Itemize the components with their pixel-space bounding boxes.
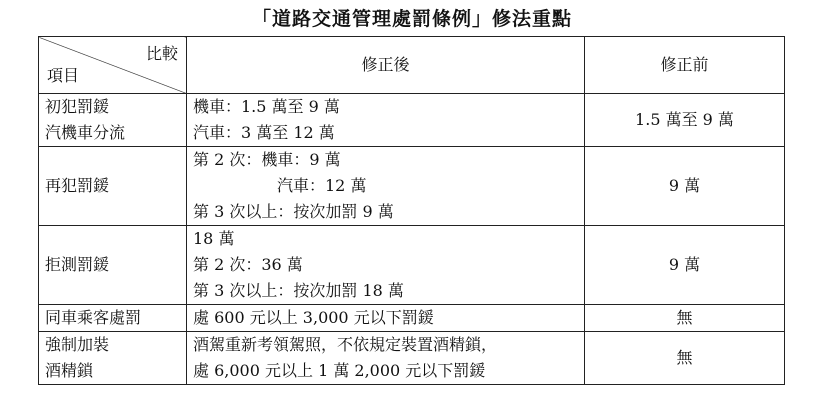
before-cell: 無 <box>585 332 785 385</box>
before-cell: 無 <box>585 305 785 332</box>
item-cell <box>39 94 187 147</box>
after-text: 機車：1.5 萬至 9 萬 <box>193 97 340 116</box>
item-text: 拒測罰鍰 <box>45 255 110 274</box>
table-row <box>39 332 785 385</box>
table-row <box>39 226 785 305</box>
header-item-label: 項目 <box>47 66 80 85</box>
item-text: 同車乘客處罰 <box>45 308 142 327</box>
before-cell: 9 萬 <box>585 147 785 226</box>
table-header-row <box>39 37 785 94</box>
after-text: 第 3 次以上：按次加罰 9 萬 <box>193 202 394 221</box>
header-compare-label: 比較 <box>145 44 178 63</box>
before-cell: 1.5 萬至 9 萬 <box>585 94 785 147</box>
after-text: 處 600 元以上 3,000 元以下罰鍰 <box>193 308 434 327</box>
document-title: 「道路交通管理處罰條例」修法重點 <box>251 8 572 30</box>
item-cell <box>39 226 187 305</box>
item-text: 汽機車分流 <box>45 123 126 142</box>
header-after-amendment: 修正後 <box>187 37 585 94</box>
after-text: 處 6,000 元以上 1 萬 2,000 元以下罰鍰 <box>193 361 486 380</box>
after-text: 汽車：3 萬至 12 萬 <box>193 123 335 142</box>
item-text: 初犯罰鍰 <box>45 97 110 116</box>
item-text: 強制加裝 <box>45 335 110 354</box>
after-cell <box>187 94 585 147</box>
after-cell <box>187 226 585 305</box>
table-row <box>39 305 785 332</box>
diagonal-header-cell <box>39 37 187 94</box>
after-text: 汽車：12 萬 <box>277 176 367 195</box>
item-text: 再犯罰鍰 <box>45 176 110 195</box>
item-cell <box>39 305 187 332</box>
after-cell <box>187 305 585 332</box>
amendment-comparison-table <box>38 36 785 385</box>
after-text: 第 2 次：36 萬 <box>193 255 303 274</box>
item-cell <box>39 147 187 226</box>
table-row <box>39 147 785 226</box>
table-row <box>39 94 785 147</box>
after-text: 18 萬 <box>193 229 235 248</box>
item-text: 酒精鎖 <box>45 361 94 380</box>
after-cell <box>187 147 585 226</box>
after-text: 酒駕重新考領駕照，不依規定裝置酒精鎖， <box>193 335 498 354</box>
after-text: 第 3 次以上：按次加罰 18 萬 <box>193 281 404 300</box>
before-cell: 9 萬 <box>585 226 785 305</box>
header-before-amendment: 修正前 <box>585 37 785 94</box>
item-cell <box>39 332 187 385</box>
after-cell <box>187 332 585 385</box>
after-text: 第 2 次：機車：9 萬 <box>193 150 341 169</box>
